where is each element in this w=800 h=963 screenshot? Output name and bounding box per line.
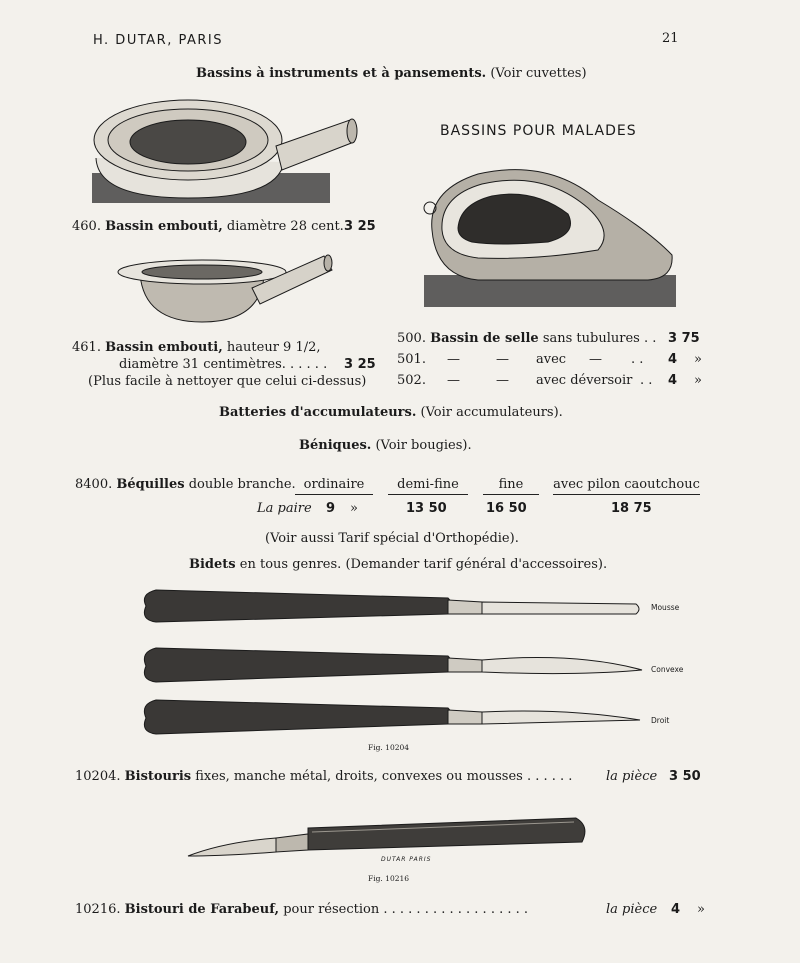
leader-dots: . . . . . . . . . . . . . . . . . . bbox=[383, 902, 529, 917]
section-title: Béniques. bbox=[299, 438, 372, 453]
bassin-de-selle-illustration bbox=[418, 160, 680, 312]
leader-dots: . . . . . . bbox=[526, 769, 573, 784]
item-desc: sans tubulures bbox=[542, 331, 640, 346]
leader-dots: . . . . . bbox=[290, 357, 328, 372]
bistouris-10204-illustration bbox=[136, 584, 648, 744]
section-desc: en tous genres. bbox=[239, 557, 342, 572]
bassin-460-illustration bbox=[88, 98, 378, 210]
item-desc: hauteur 9 1/2, bbox=[226, 340, 321, 355]
item-461 bbox=[72, 340, 321, 355]
item-desc: double branche. bbox=[188, 477, 296, 492]
leader-dots: . . bbox=[643, 331, 657, 346]
section-title-malades: BASSINS POUR MALADES bbox=[440, 123, 637, 139]
blade-label-mousse: Mousse bbox=[651, 603, 680, 612]
column-header-ordinaire: ordinaire bbox=[295, 477, 373, 495]
section-batteries bbox=[219, 405, 563, 420]
price-10204: 3 50 bbox=[669, 769, 701, 784]
item-name: Bassin embouti, bbox=[105, 340, 223, 355]
item-name: Bistouri de Farabeuf, bbox=[124, 902, 280, 917]
item-name: Bistouris bbox=[124, 769, 192, 784]
item-500 bbox=[397, 331, 656, 346]
leader-dots: . . bbox=[640, 373, 653, 388]
section-title: Bidets bbox=[189, 557, 236, 572]
item-name: Bassin de selle bbox=[430, 331, 539, 346]
item-desc: fixes, manche métal, droits, convexes ou mousses bbox=[195, 769, 523, 784]
item-number: 460. bbox=[72, 219, 101, 234]
item-501-desc: avec bbox=[536, 352, 567, 367]
item-502-desc: avec déversoir bbox=[536, 373, 633, 388]
price-demi-fine: 13 50 bbox=[406, 501, 447, 516]
price-10216: 4 bbox=[671, 902, 681, 917]
section-note: (Voir accumulateurs). bbox=[420, 405, 563, 420]
row-label-la-paire: La paire bbox=[257, 501, 312, 516]
item-502-number: 502. bbox=[397, 373, 426, 388]
item-name: Bassin embouti, bbox=[105, 219, 223, 234]
price-502: 4 bbox=[668, 373, 678, 388]
section-note: (Voir cuvettes) bbox=[490, 66, 587, 81]
section-bassins-instruments bbox=[196, 66, 587, 81]
section-note: (Voir bougies). bbox=[375, 438, 472, 453]
blade-label-convexe: Convexe bbox=[651, 665, 684, 674]
ditto-mark: — bbox=[496, 352, 509, 367]
section-title: Bassins à instruments et à pansements. bbox=[196, 66, 487, 81]
section-beniques bbox=[299, 438, 472, 453]
item-number: 8400. bbox=[75, 477, 113, 492]
item-10216 bbox=[75, 902, 528, 917]
column-header-fine: fine bbox=[483, 477, 539, 495]
ditto-mark: — bbox=[447, 373, 460, 388]
item-460 bbox=[72, 219, 344, 234]
price-500: 3 75 bbox=[668, 331, 700, 346]
price-avec-pilon: 18 75 bbox=[611, 501, 652, 516]
item-501-number: 501. bbox=[397, 352, 426, 367]
figure-caption-10216: Fig. 10216 bbox=[368, 874, 410, 883]
maker-stamp: DUTAR PARIS bbox=[381, 856, 432, 863]
publisher-header: H. DUTAR, PARIS bbox=[93, 33, 223, 48]
price-501: 4 bbox=[668, 352, 678, 367]
item-number: 10216. bbox=[75, 902, 121, 917]
price-461: 3 25 bbox=[344, 357, 376, 372]
item-461-note: (Plus facile à nettoyer que celui ci-dessus) bbox=[88, 374, 367, 389]
item-number: 10204. bbox=[75, 769, 121, 784]
price-suffix: » bbox=[697, 902, 705, 917]
item-8400 bbox=[75, 477, 296, 492]
item-10204 bbox=[75, 769, 572, 784]
item-desc: diamètre 28 cent. bbox=[226, 219, 344, 234]
ditto-mark: — bbox=[589, 352, 602, 367]
unit-la-piece: la pièce bbox=[606, 769, 658, 784]
item-desc: pour résection bbox=[283, 902, 380, 917]
item-number: 500. bbox=[397, 331, 426, 346]
price-ordinaire: 9 bbox=[326, 501, 336, 516]
ditto-mark: — bbox=[447, 352, 460, 367]
ditto-mark: — bbox=[496, 373, 509, 388]
section-title: Batteries d'accumulateurs. bbox=[219, 405, 417, 420]
unit-la-piece: la pièce bbox=[606, 902, 658, 917]
item-name: Béquilles bbox=[116, 477, 185, 492]
price-suffix: » bbox=[694, 352, 702, 367]
price-460: 3 25 bbox=[344, 219, 376, 234]
blade-label-droit: Droit bbox=[651, 716, 670, 725]
item-desc: diamètre 31 centimètres. bbox=[119, 357, 286, 372]
section-bidets bbox=[189, 557, 607, 572]
price-suffix: » bbox=[350, 501, 358, 516]
price-suffix: » bbox=[694, 373, 702, 388]
figure-caption-10204: Fig. 10204 bbox=[368, 743, 410, 752]
bassin-461-illustration bbox=[112, 250, 342, 332]
leader-dots: . . bbox=[631, 352, 644, 367]
page-number: 21 bbox=[662, 31, 679, 46]
item-461-desc2 bbox=[119, 357, 327, 372]
item-number: 461. bbox=[72, 340, 101, 355]
column-header-avec-pilon: avec pilon caoutchouc bbox=[553, 477, 700, 495]
price-fine: 16 50 bbox=[486, 501, 527, 516]
item-8400-note: (Voir aussi Tarif spécial d'Orthopédie). bbox=[265, 531, 519, 546]
column-header-demi-fine: demi-fine bbox=[388, 477, 468, 495]
section-note: (Demander tarif général d'accessoires). bbox=[345, 557, 608, 572]
